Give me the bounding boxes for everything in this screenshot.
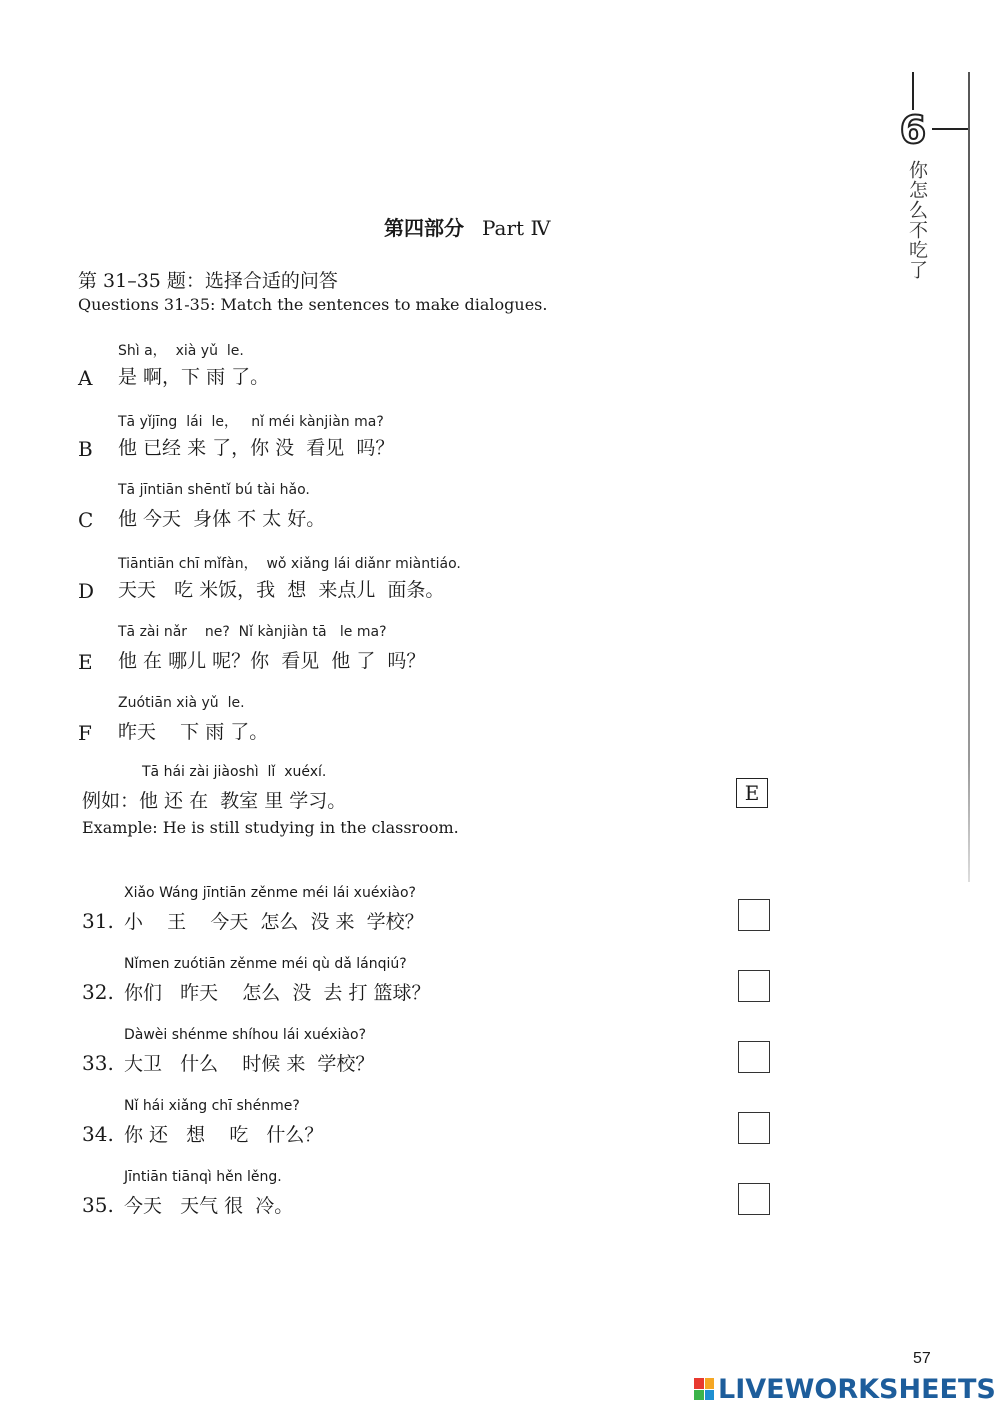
instructions-en: Questions 31-35: Match the sentences to make dialogues. — [78, 295, 548, 314]
lesson-number: 6 — [899, 108, 927, 152]
option-letter: A — [78, 366, 93, 390]
question-hanzi: 今天 天气 很 冷。 — [124, 1195, 294, 1217]
answer-box[interactable] — [738, 970, 770, 1002]
page-number: 57 — [913, 1350, 931, 1367]
section-title — [384, 212, 550, 241]
question-33 — [82, 1027, 782, 1087]
example-answer-box: E — [736, 778, 768, 808]
example-item — [82, 764, 782, 844]
option-pinyin: Shì a， xià yǔ le. — [118, 343, 244, 359]
answer-box[interactable] — [738, 1112, 770, 1144]
liveworksheets-logo[interactable] — [694, 1372, 996, 1406]
option-hanzi: 昨天 下 雨 了。 — [118, 721, 269, 743]
option-hanzi: 是 啊，下 雨 了。 — [118, 366, 270, 388]
question-number: 33. — [82, 1051, 114, 1075]
question-hanzi: 你们 昨天 怎么 没 去 打 篮球？ — [124, 982, 431, 1004]
option-pinyin: Tā yǐjīng lái le， nǐ méi kànjiàn ma? — [118, 414, 384, 430]
option-pinyin: Zuótiān xià yǔ le. — [118, 695, 245, 711]
question-pinyin: Xiǎo Wáng jīntiān zěnme méi lái xuéxiào? — [124, 885, 416, 901]
question-pinyin: Nǐ hái xiǎng chī shénme? — [124, 1098, 300, 1114]
option-hanzi: 他 今天 身体 不 太 好。 — [118, 508, 326, 530]
example-hanzi: 例如：他 还 在 教室 里 学习。 — [82, 790, 347, 812]
question-hanzi: 大卫 什么 时候 来 学校？ — [124, 1053, 375, 1075]
option-letter: B — [78, 437, 93, 461]
question-pinyin: Jīntiān tiānqì hěn lěng. — [124, 1169, 282, 1185]
option-letter: F — [78, 721, 92, 745]
question-number: 31. — [82, 909, 114, 933]
lesson-title: 你怎么不吃了 — [906, 160, 928, 280]
option-hanzi: 他 已经 来 了，你 没 看见 吗？ — [118, 437, 395, 459]
answer-box[interactable] — [738, 1041, 770, 1073]
option-pinyin: Tiāntiān chī mǐfàn， wǒ xiǎng lái diǎnr miàntiáo. — [118, 556, 461, 572]
question-hanzi: 小 王 今天 怎么 没 来 学校？ — [124, 911, 424, 933]
question-number: 32. — [82, 980, 114, 1004]
option-letter: D — [78, 579, 95, 603]
question-34 — [82, 1098, 782, 1158]
answer-box[interactable] — [738, 899, 770, 931]
liveworksheets-icon — [694, 1378, 714, 1400]
question-pinyin: Dàwèi shénme shíhou lái xuéxiào? — [124, 1027, 367, 1043]
answer-box[interactable] — [738, 1183, 770, 1215]
question-31 — [82, 885, 782, 945]
section-title-en: Part Ⅳ — [482, 216, 551, 240]
section-title-cn: 第四部分 — [384, 216, 464, 240]
example-english: Example: He is still studying in the classroom. — [82, 818, 459, 837]
option-hanzi: 天天 吃 米饭，我 想 来点儿 面条。 — [118, 579, 445, 601]
liveworksheets-wordmark: LIVEWORKSHEETS — [718, 1373, 996, 1405]
instructions-cn: 第 31–35 题：选择合适的问答 — [78, 270, 338, 292]
option-pinyin: Tā jīntiān shēntǐ bú tài hǎo. — [118, 482, 310, 498]
question-32 — [82, 956, 782, 1016]
example-pinyin: Tā hái zài jiàoshì lǐ xuéxí. — [142, 764, 327, 780]
page-edge-line — [968, 72, 970, 882]
question-pinyin: Nǐmen zuótiān zěnme méi qù dǎ lánqiú? — [124, 956, 407, 972]
side-tab-line — [912, 72, 914, 110]
option-letter: E — [78, 650, 93, 674]
side-tab-connector — [932, 128, 968, 130]
question-hanzi: 你 还 想 吃 什么？ — [124, 1124, 324, 1146]
question-number: 35. — [82, 1193, 114, 1217]
option-letter: C — [78, 508, 94, 532]
option-hanzi: 他 在 哪儿 呢？你 看见 他 了 吗？ — [118, 650, 426, 672]
option-pinyin: Tā zài nǎr ne? Nǐ kànjiàn tā le ma? — [118, 624, 387, 640]
question-35 — [82, 1169, 782, 1229]
question-number: 34. — [82, 1122, 114, 1146]
